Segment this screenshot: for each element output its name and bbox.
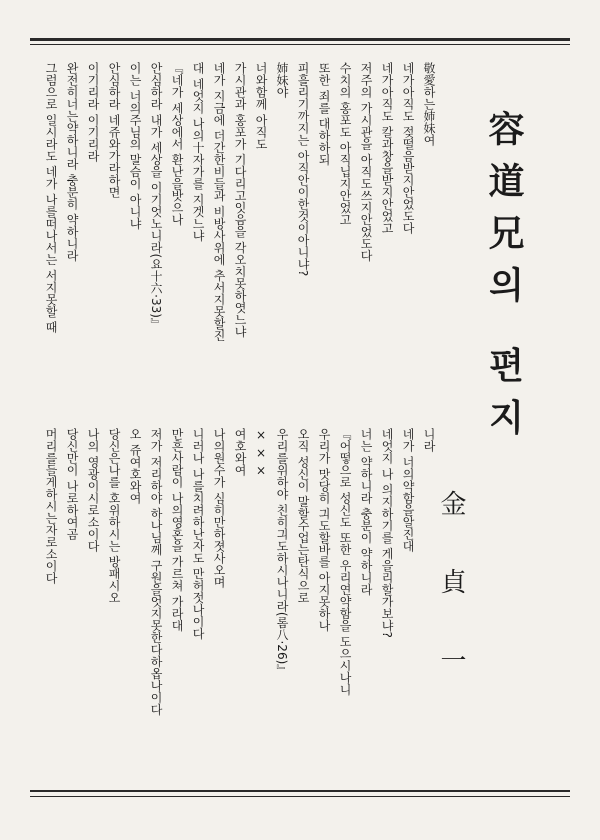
text-column: 안심하라 네쥬와가라하면 [107, 62, 121, 198]
text-column: 니라 [422, 428, 436, 452]
text-column: 네엇지 나 의지하기를 게을리할가보냐? [380, 428, 394, 638]
text-column: 가시관과 홍포가 기다리고잇음을 각오치못하엿느냐 [233, 62, 247, 338]
text-column: 완전히너는약하니라 충분히 약하니라 [65, 62, 79, 262]
text-column: 네가아직도 젖떨음받지안었도다 [401, 62, 415, 234]
text-column: 네가 너의약함을알진대 [401, 428, 415, 552]
text-column: 너와함께 아직도 [254, 62, 268, 150]
author-name: 金 貞 一 [436, 490, 466, 695]
text-column: 또한 죄를 대하하되 [317, 62, 331, 166]
text-column: 『네가 세상에서 환난을밧으나 [170, 62, 184, 226]
text-column: 네가아직도 칼과창을받지안었고 [380, 62, 394, 234]
text-column: 나의 영광이시로소이다 [86, 428, 100, 552]
text-column: 敬愛하는姉妹여 [422, 62, 436, 146]
text-column: 저가 저리하야 하나님께 구원을엇지못한다하옵나이다 [149, 428, 163, 716]
text-column: 오 쥬여호와여 [128, 428, 142, 504]
text-column: 우리를위하야 친히긔도하시나니라(롬八·26)』 [275, 428, 289, 677]
text-column: 이는 너의주님의 말슴이 아니냐 [128, 62, 142, 230]
article-title: 容道兄의 편지 [483, 110, 525, 451]
text-column: 당신은나를 호위하시는 방패시오 [107, 428, 121, 604]
text-column: 저주의 가시관을 아직도쓰지안었도다 [359, 62, 373, 262]
text-column: 당신만이 나로하여곰 [65, 428, 79, 540]
text-column: 이기리라 이기리라 [86, 62, 100, 162]
text-column: 만흔사람이 나의영혼을 가르쳐 가라대 [170, 428, 184, 632]
text-column: 우리가 맛당히 긔도할바를 아지못하나 [317, 428, 331, 632]
bottom-rule-thin [30, 796, 570, 797]
text-column: 오직 성신이 말할수업는탄식으로 [296, 428, 310, 604]
text-column: 피흘리기까지는 아직안이한것이아니냐? [296, 62, 310, 277]
text-column: 姉妹야 [275, 62, 289, 98]
text-column: 머리를들게하시는자로소이다 [44, 428, 58, 584]
text-column: 『어떻으로 성신도 또한 우리연약함을 도으시나니 [338, 428, 352, 696]
text-column: × × × [254, 428, 268, 478]
text-column: 네가 지금에 더간한비들과 비방사위에 추서지못할진 [212, 62, 226, 342]
text-column: 수치의 홍포도 아직닙지안었고 [338, 62, 352, 226]
top-rule [30, 38, 570, 41]
text-column: 너는 약하니라 충분이 약하니라 [359, 428, 373, 596]
text-column: 대 네엇지 나의十자가를 지겟느냐 [191, 62, 205, 242]
text-column: 여호와여 [233, 428, 247, 476]
text-column: 니러나 나를치려하난자도 만허젓나이다 [191, 428, 205, 640]
text-column: 안심하라 내가 세상을 이기엇노니라(요十六·33)』 [149, 62, 163, 330]
top-rule-thin [30, 44, 570, 45]
bottom-rule [30, 790, 570, 792]
text-column: 그럼으로 일시라도 네가 나를떠나서는 서지못할 때 [44, 62, 58, 334]
text-column: 나의원수가 심히만하졋사오며 [212, 428, 226, 588]
